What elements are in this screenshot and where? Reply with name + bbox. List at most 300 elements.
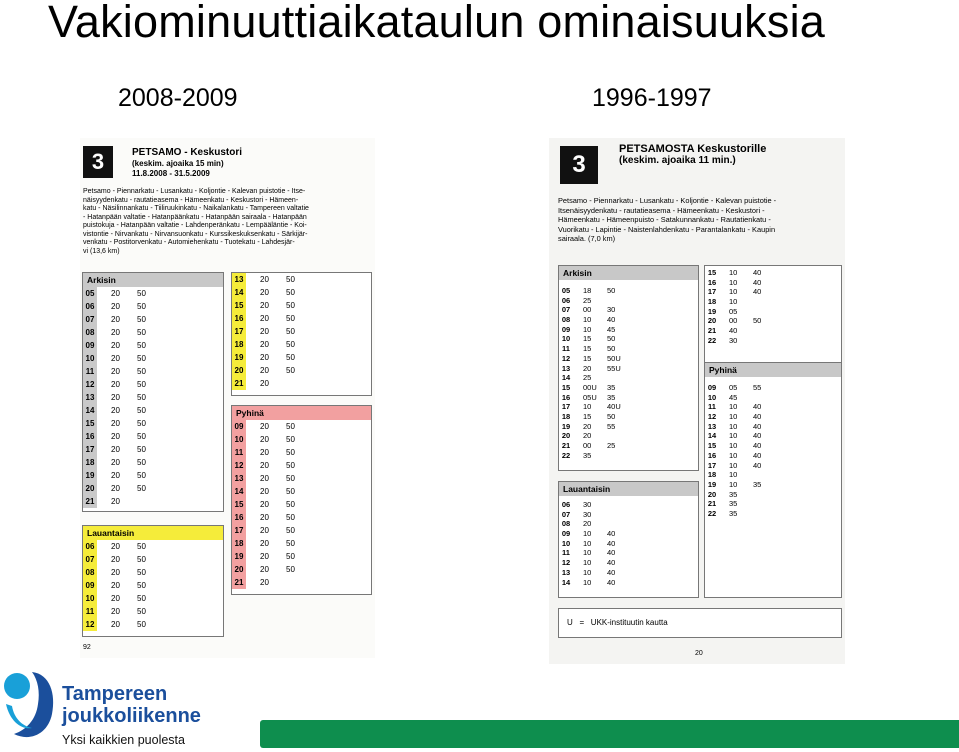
route-number-badge: 3 [560,146,598,184]
minute-cell: 10 [729,431,738,441]
minute-cell: 20 [260,526,269,535]
timetable-row [559,500,698,510]
sunday-table [704,362,842,598]
hour-cell: 15 [707,441,717,451]
hour-cell: 22 [707,508,717,518]
hour-cell: 13 [83,391,97,404]
hour-cell: 06 [561,500,571,509]
timetable-row [559,578,698,588]
route-description-line: venkatu - Postitorvenkatu - Automiehenkatu - Tuotekatu - Lahdesjär- [83,239,295,246]
minute-cell: 20 [111,445,120,454]
minute-cell: 05 [729,383,738,392]
minute-cell: 25 [607,441,616,450]
timetable-row [232,446,371,459]
timetable-row [83,540,223,553]
minute-cell: 40 [753,431,762,441]
minute-cell: 50 [137,542,146,551]
minute-cell: 40U [607,402,621,412]
minute-cell: 40 [753,421,762,431]
minute-cell: 35 [607,382,616,392]
hour-cell: 14 [561,577,571,587]
timetable-row [705,316,841,326]
minute-cell: 25 [583,295,592,305]
minute-cell: 20 [111,406,120,415]
minute-cell: 50 [137,354,146,363]
minute-cell: 40 [607,558,616,568]
hour-cell: 21 [232,377,246,390]
hour-cell: 14 [232,286,246,299]
minute-cell: 40 [753,402,762,412]
hour-cell: 06 [83,540,97,553]
minute-cell: 35 [583,450,592,460]
minute-cell: 10 [729,297,738,307]
hour-cell: 16 [707,450,717,460]
hour-cell: 19 [707,306,717,316]
minute-cell: 40 [729,326,738,336]
minute-cell: 50 [137,568,146,577]
timetable-row [232,485,371,498]
hour-cell: 22 [561,450,571,460]
minute-cell: 00 [729,316,738,326]
timetable-row [83,352,223,365]
hour-cell: 16 [83,430,97,443]
timetable-row [559,373,698,383]
minute-cell: 40 [753,450,762,460]
timetable-row [232,299,371,312]
hour-cell: 08 [561,315,571,325]
timetable-row [232,537,371,550]
timetable-row [705,278,841,288]
minute-cell: 05 [729,306,738,316]
minute-cell: 20 [260,487,269,496]
saturday-header: Lauantaisin [83,526,223,540]
timetable-row [232,498,371,511]
hour-cell: 12 [561,353,571,363]
timetable-row [83,456,223,469]
timetable-row [83,378,223,391]
minute-cell: 10 [729,460,738,470]
timetable-row [705,461,841,471]
minute-cell: 40 [753,412,762,422]
minute-cell: 20 [260,353,269,362]
page-number: 92 [83,644,91,651]
hour-cell: 10 [561,334,571,344]
minute-cell: 10 [583,567,592,577]
timetable-row [83,391,223,404]
sunday-header: Pyhinä [705,363,841,377]
route-description [83,188,373,256]
minute-cell: 10 [729,441,738,451]
minute-cell: 50 [137,289,146,298]
hour-cell: 17 [83,443,97,456]
minute-cell: 10 [583,538,592,548]
timetable-row [559,286,698,296]
minute-cell: 20 [260,422,269,431]
timetable-row [705,451,841,461]
timetable-row [559,305,698,315]
saturday-table [558,481,699,598]
timetable-row [559,412,698,422]
timetable-row [232,524,371,537]
minute-cell: 20 [583,421,592,431]
hour-cell: 18 [83,456,97,469]
minute-cell: 50 [286,301,295,310]
route-description-line: Petsamo - Piennarkatu - Lusankatu - Koljontie - Kalevan puistotie - [558,196,777,205]
minute-cell: 45 [607,324,616,334]
minute-cell: 10 [583,529,592,539]
minute-cell: 50 [137,328,146,337]
hour-cell: 12 [83,378,97,391]
minute-cell: 55U [607,363,621,373]
weekday-header: Arkisin [559,266,698,280]
year-label-right: 1996-1997 [592,84,712,112]
minute-cell: 35 [729,489,738,499]
minute-cell: 20 [111,354,120,363]
hour-cell: 21 [561,441,571,450]
minute-cell: 20 [260,474,269,483]
minute-cell: 20 [260,379,269,388]
minute-cell: 35 [607,392,616,402]
hour-cell: 21 [707,499,717,509]
weekday-table [558,265,699,471]
minute-cell: 50 [286,327,295,336]
timetable-1996-scan [549,138,845,664]
timetable-row [83,566,223,579]
timetable-row [559,422,698,432]
hour-cell: 07 [83,313,97,326]
route-description-line: Vuorikatu - Lapintie - Naistenlahdenkatu - Parantalankatu - Kaupin [558,224,776,234]
minute-cell: 50 [286,487,295,496]
minute-cell: 50 [137,302,146,311]
minute-cell: 00U [583,382,597,392]
route-name: PETSAMO - Keskustori [132,147,243,158]
hour-cell: 14 [83,404,97,417]
hour-cell: 13 [232,472,246,485]
route-description [558,196,843,244]
timetable-row [705,307,841,317]
hour-cell: 15 [232,498,246,511]
minute-cell: 50 [137,341,146,350]
minute-cell: 55 [607,421,616,431]
hour-cell: 16 [232,511,246,524]
minute-cell: 40 [607,548,616,558]
timetable-row [232,286,371,299]
route-duration: (keskim. ajoaika 11 min.) [619,155,736,166]
hour-cell: 15 [83,417,97,430]
legend-text: U = UKK-instituutin kautta [567,618,668,627]
hour-cell: 11 [83,605,97,618]
timetable-row [705,509,841,519]
route-description-line: sairaala. (7,0 km) [558,234,616,243]
timetable-row [559,325,698,335]
minute-cell: 20 [260,539,269,548]
timetable-row [559,451,698,461]
hour-cell: 11 [83,365,97,378]
timetable-row [705,490,841,500]
hour-cell: 11 [562,344,570,354]
hour-cell: 15 [561,382,571,392]
sunday-table [231,405,372,595]
hour-cell: 06 [561,295,571,305]
timetable-row [559,558,698,568]
minute-cell: 50 [137,471,146,480]
minute-cell: 20 [260,578,269,587]
minute-cell: 50 [286,340,295,349]
legend-box [558,608,842,638]
hour-cell: 18 [232,338,246,351]
timetable-row [232,511,371,524]
hour-cell: 05 [83,287,97,300]
minute-cell: 30 [607,305,616,315]
minute-cell: 50 [753,316,762,326]
timetable-row [559,393,698,403]
timetable-row [559,315,698,325]
minute-cell: 20 [111,555,120,564]
minute-cell: 50 [137,581,146,590]
minute-cell: 20 [111,542,120,551]
route-validity: 11.8.2008 - 31.5.2009 [132,169,210,178]
minute-cell: 50 [286,526,295,535]
minute-cell: 10 [729,268,738,277]
hour-cell: 09 [232,420,246,433]
logo-tagline: Yksi kaikkien puolesta [62,733,185,747]
saturday-table [82,525,224,637]
hour-cell: 13 [561,363,571,373]
hour-cell: 05 [561,286,571,295]
timetable-row [559,548,698,558]
minute-cell: 20 [111,393,120,402]
hour-cell: 11 [708,402,716,412]
route-description-line: - Hatanpään valtatie - Hatanpäänkatu - Hatanpään sairaala - Hatanpään [83,213,307,221]
minute-cell: 20 [260,366,269,375]
hour-cell: 19 [83,469,97,482]
minute-cell: 10 [729,287,738,297]
minute-cell: 10 [729,402,738,412]
minute-cell: 40 [753,460,762,470]
minute-cell: 50 [137,555,146,564]
minute-cell: 10 [729,277,738,287]
minute-cell: 50 [607,334,616,344]
minute-cell: 20 [260,327,269,336]
timetable-row [83,482,223,495]
route-duration: (keskim. ajoaika 15 min) [132,159,224,168]
minute-cell: 50 [286,500,295,509]
minute-cell: 20 [111,484,120,493]
minute-cell: 20 [260,565,269,574]
timetable-row [83,404,223,417]
minute-cell: 20 [111,367,120,376]
timetable-row [559,568,698,578]
hour-cell: 11 [232,446,246,459]
hour-cell: 07 [83,553,97,566]
year-label-left: 2008-2009 [118,84,238,112]
minute-cell: 10 [729,470,738,480]
minute-cell: 20 [111,419,120,428]
hour-cell: 20 [707,316,717,326]
hour-cell: 13 [561,567,571,577]
minute-cell: 30 [583,509,592,519]
route-name: PETSAMOSTA Keskustorille [619,143,767,155]
hour-cell: 09 [83,579,97,592]
hour-cell: 11 [562,548,570,558]
hour-cell: 18 [232,537,246,550]
timetable-row [232,550,371,563]
minute-cell: 20 [111,289,120,298]
minute-cell: 20 [111,620,120,629]
minute-cell: 50 [286,435,295,444]
hour-cell: 10 [83,352,97,365]
minute-cell: 40 [607,577,616,587]
route-description-line: puistokuja - Hatanpään valtatie - Lahdenperänkatu - Lempääläntie - Koi- [83,222,307,229]
minute-cell: 20 [111,328,120,337]
hour-cell: 17 [232,325,246,338]
minute-cell: 50 [286,314,295,323]
hour-cell: 10 [561,538,571,548]
route-number-badge: 3 [83,146,113,178]
timetable-row [232,433,371,446]
minute-cell: 10 [583,558,592,568]
hour-cell: 12 [561,558,571,568]
hour-cell: 19 [561,421,571,431]
timetable-row [83,579,223,592]
timetable-row [705,470,841,480]
minute-cell: 50 [137,458,146,467]
hour-cell: 18 [707,297,717,307]
route-description-line: Itsenäisyydenkatu - rautatieasema - Hämeenkatu - Keskustori - [558,205,765,215]
minute-cell: 25 [583,373,592,383]
timetable-row [232,459,371,472]
minute-cell: 10 [583,402,592,412]
minute-cell: 50 [137,393,146,402]
hour-cell: 16 [561,392,571,402]
timetable-row [83,339,223,352]
timetable-row [232,273,371,286]
minute-cell: 05U [583,392,597,402]
route-description-line: näisyydenkatu - rautatieasema - Hämeenkatu - Keskustori - Hämeen- [83,196,299,204]
minute-cell: 50 [137,620,146,629]
timetable-row [83,326,223,339]
hour-cell: 17 [232,524,246,537]
hour-cell: 21 [707,326,717,336]
page-number: 20 [695,650,703,657]
minute-cell: 10 [583,548,592,558]
timetable-row [705,402,841,412]
minute-cell: 50U [607,353,621,363]
minute-cell: 18 [583,286,592,295]
minute-cell: 20 [260,301,269,310]
minute-cell: 35 [729,508,738,518]
timetable-row [232,364,371,377]
hour-cell: 14 [232,485,246,498]
minute-cell: 15 [583,411,592,421]
hour-cell: 15 [232,299,246,312]
hour-cell: 09 [707,383,717,392]
joukkoliikenne-logo-icon [2,664,56,742]
minute-cell: 40 [753,268,762,277]
minute-cell: 35 [753,479,762,489]
hour-cell: 20 [561,431,571,441]
hour-cell: 17 [707,460,717,470]
hour-cell: 20 [232,563,246,576]
minute-cell: 20 [111,380,120,389]
minute-cell: 50 [286,565,295,574]
hour-cell: 09 [561,529,571,539]
minute-cell: 50 [137,607,146,616]
minute-cell: 10 [729,479,738,489]
minute-cell: 40 [607,529,616,539]
hour-cell: 17 [561,402,571,412]
minute-cell: 50 [286,366,295,375]
minute-cell: 50 [286,353,295,362]
timetable-row [559,529,698,539]
minute-cell: 40 [753,441,762,451]
minute-cell: 50 [286,288,295,297]
timetable-row [232,420,371,433]
hour-cell: 14 [707,431,717,441]
hour-cell: 19 [232,351,246,364]
timetable-row [705,412,841,422]
route-description-line: vistontie - Nirvankatu - Nirvansuonkatu - Kurssikeskuksenkatu - Särkijär- [83,230,308,238]
minute-cell: 50 [137,367,146,376]
timetable-row [232,338,371,351]
weekday-table-continued [231,272,372,396]
minute-cell: 20 [111,568,120,577]
minute-cell: 20 [583,431,592,441]
timetable-row [705,268,841,278]
hour-cell: 07 [561,305,571,315]
timetable-row [83,469,223,482]
minute-cell: 20 [583,363,592,373]
timetable-row [559,344,698,354]
timetable-row [705,499,841,509]
weekday-header: Arkisin [83,273,223,287]
hour-cell: 20 [83,482,97,495]
minute-cell: 20 [260,314,269,323]
hour-cell: 08 [83,566,97,579]
timetable-row [705,393,841,403]
minute-cell: 45 [729,392,738,402]
timetable-row [559,431,698,441]
timetable-row [83,287,223,300]
minute-cell: 20 [111,594,120,603]
timetable-row [83,430,223,443]
timetable-row [559,402,698,412]
timetable-2008-scan [80,138,375,658]
timetable-row [705,326,841,336]
timetable-row [232,351,371,364]
timetable-row [83,495,223,508]
timetable-row [83,605,223,618]
minute-cell: 40 [607,538,616,548]
minute-cell: 40 [753,277,762,287]
hour-cell: 20 [232,364,246,377]
hour-cell: 10 [707,392,717,402]
minute-cell: 20 [111,471,120,480]
sunday-header: Pyhinä [232,406,371,420]
minute-cell: 50 [607,286,616,295]
route-description-line: katu - Näsilinnankatu - Tiiliruukinkatu - Naikalankatu - Tampereen valtatie [83,205,309,212]
saturday-header: Lauantaisin [559,482,698,496]
timetable-row [83,443,223,456]
timetable-row [705,441,841,451]
hour-cell: 12 [232,459,246,472]
timetable-row [705,336,841,346]
minute-cell: 00 [583,305,592,315]
timetable-row [83,365,223,378]
hour-cell: 16 [232,312,246,325]
minute-cell: 50 [286,422,295,431]
footer-bar [260,720,959,748]
